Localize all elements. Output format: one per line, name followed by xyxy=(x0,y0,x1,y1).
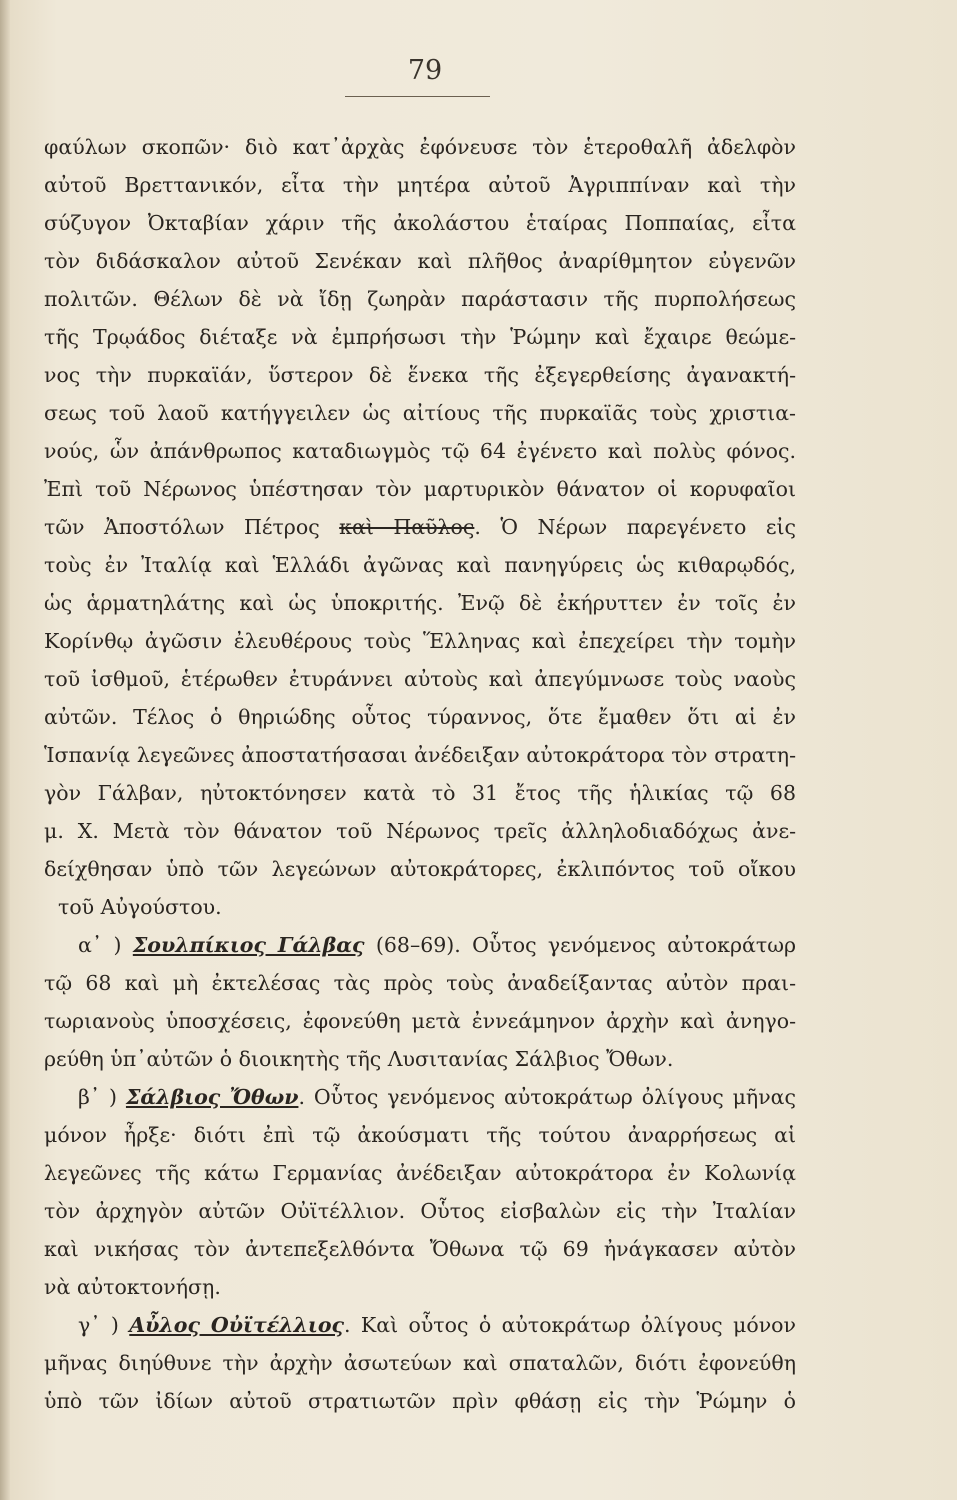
text-line: σεως τοῦ λαοῦ κατήγγειλεν ὡς αἰτίους τῆς πυρκαϊᾶς τοὺς χριστια- xyxy=(44,401,796,425)
section-heading-name: Σάλβιος Ὄθων xyxy=(125,1085,299,1109)
text-line: ὑπὸ τῶν ἰδίων αὐτοῦ στρατιωτῶν πρὶν φθάσῃ εἰς τὴν Ῥώμην ὁ xyxy=(44,1389,796,1413)
text-line-lead: β᾽ ) xyxy=(78,1085,126,1109)
text-line: ρεύθη ὑπ᾽αὐτῶν ὁ διοικητὴς τῆς Λυσιτανίας Σάλβιος Ὄθων. xyxy=(44,1047,674,1071)
text-line: μ. Χ. Μετὰ τὸν θάνατον τοῦ Νέρωνος τρεῖς ἀλληλοδιαδόχως ἀνε- xyxy=(44,819,796,843)
text-line: Ἐπὶ τοῦ Νέρωνος ὑπέστησαν τὸν μαρτυρικὸν θάνατον οἱ κορυφαῖοι xyxy=(44,477,796,501)
text-line-lead: α᾽ ) xyxy=(78,933,133,957)
text-line: τοὺς ἐν Ἰταλίᾳ καὶ Ἑλλάδι ἀγῶνας καὶ πανηγύρεις ὡς κιθαρῳδός, xyxy=(44,553,796,577)
text-line: αὐτῶν. Τέλος ὁ θηριώδης οὗτος τύραννος, ὅτε ἔμαθεν ὅτι αἱ ἐν xyxy=(44,705,796,729)
text-line: σύζυγον Ὀκταβίαν χάριν τῆς ἀκολάστου ἑταίρας Ποππαίας, εἶτα xyxy=(44,211,796,235)
body-text xyxy=(44,128,796,1420)
section-heading-name: Σουλπίκιος Γάλβας xyxy=(132,933,365,957)
text-line-tail: (68–69). Οὗτος γενόμενος αὐτοκράτωρ xyxy=(364,933,796,957)
text-line-lead: τῶν Ἀποστόλων Πέτρος xyxy=(44,515,340,539)
text-line: ὡς ἁρματηλάτης καὶ ὡς ὑποκριτής. Ἐνῷ δὲ ἐκήρυττεν ἐν τοῖς ἐν xyxy=(44,591,796,615)
text-line: φαύλων σκοπῶν· διὸ κατ᾽ἀρχὰς ἐφόνευσε τὸν ἑτεροθαλῆ ἀδελφὸν xyxy=(44,135,796,159)
text-line xyxy=(44,1306,796,1344)
text-line: νούς, ὧν ἀπάνθρωπος καταδιωγμὸς τῷ 64 ἐγένετο καὶ πολὺς φόνος. xyxy=(44,439,796,463)
text-line xyxy=(44,508,796,546)
text-line: Κορίνθῳ ἀγῶσιν ἐλευθέρους τοὺς Ἕλληνας καὶ ἐπεχείρει τὴν τομὴν xyxy=(44,629,796,653)
text-line: τὸν διδάσκαλον αὐτοῦ Σενέκαν καὶ πλῆθος ἀναρίθμητον εὐγενῶν xyxy=(44,249,796,273)
text-line: πολιτῶν. Θέλων δὲ νὰ ἴδῃ ζωηρὰν παράστασιν τῆς πυρπολήσεως xyxy=(44,287,796,311)
text-line: δείχθησαν ὑπὸ τῶν λεγεώνων αὐτοκράτορες, ἐκλιπόντος τοῦ οἴκου xyxy=(44,857,796,881)
text-line-tail: . Οὗτος γενόμενος αὐτοκράτωρ ὀλίγους μῆνας xyxy=(298,1085,796,1109)
text-line: τοῦ Αὐγούστου. xyxy=(58,895,222,919)
text-line-tail: . Ὁ Νέρων παρεγένετο εἰς xyxy=(474,515,796,539)
text-line: τῆς Τρῳάδος διέταξε νὰ ἐμπρήσωσι τὴν Ῥώμην καὶ ἔχαιρε θεώμε- xyxy=(44,325,796,349)
section-heading-name: Αὖλος Οὐϊτέλλιος xyxy=(129,1313,345,1337)
page-number: 79 xyxy=(407,55,443,86)
text-line: τοῦ ἰσθμοῦ, ἑτέρωθεν ἐτυράννει αὐτοὺς καὶ ἀπεγύμνωσε τοὺς ναοὺς xyxy=(44,667,796,691)
page-number-rule xyxy=(345,96,490,97)
text-line: καὶ νικήσας τὸν ἀντεπεξελθόντα Ὄθωνα τῷ 69 ἠνάγκασεν αὐτὸν xyxy=(44,1237,796,1261)
page-spine-shadow xyxy=(0,0,10,1500)
text-line: τῷ 68 καὶ μὴ ἐκτελέσας τὰς πρὸς τοὺς ἀναδείξαντας αὐτὸν πραι- xyxy=(44,971,796,995)
text-line: Ἱσπανίᾳ λεγεῶνες ἀποστατήσασαι ἀνέδειξαν αὐτοκράτορα τὸν στρατη- xyxy=(44,743,796,767)
text-line xyxy=(44,1078,796,1116)
text-line: τὸν ἀρχηγὸν αὐτῶν Οὐϊτέλλιον. Οὗτος εἰσβαλὼν εἰς τὴν Ἰταλίαν xyxy=(44,1199,796,1223)
text-line: μῆνας διηύθυνε τὴν ἀρχὴν ἀσωτεύων καὶ σπαταλῶν, διότι ἐφονεύθη xyxy=(44,1351,796,1375)
text-line: νὰ αὐτοκτονήσῃ. xyxy=(44,1275,221,1299)
text-line xyxy=(44,926,796,964)
text-line: μόνον ἦρξε· διότι ἐπὶ τῷ ἀκούσματι τῆς τούτου ἀναρρήσεως αἱ xyxy=(44,1123,796,1147)
text-line: αὐτοῦ Βρεττανικόν, εἶτα τὴν μητέρα αὐτοῦ Ἀγριππίναν καὶ τὴν xyxy=(44,173,796,197)
text-line: τωριανοὺς ὑποσχέσεις, ἐφονεύθη μετὰ ἐννεάμηνον ἀρχὴν καὶ ἀνηγο- xyxy=(44,1009,796,1033)
text-line: λεγεῶνες τῆς κάτω Γερμανίας ἀνέδειξαν αὐτοκράτορα ἐν Κολωνίᾳ xyxy=(44,1161,796,1185)
text-line-lead: γ᾽ ) xyxy=(78,1313,130,1337)
text-line: γὸν Γάλβαν, ηὐτοκτόνησεν κατὰ τὸ 31 ἔτος τῆς ἡλικίας τῷ 68 xyxy=(44,781,796,805)
text-line-tail: . Καὶ οὗτος ὁ αὐτοκράτωρ ὀλίγους μόνον xyxy=(344,1313,796,1337)
struck-through-text: καὶ Παῦλος xyxy=(339,515,475,539)
text-line: νος τὴν πυρκαϊάν, ὕστερον δὲ ἕνεκα τῆς ἐξεγερθείσης ἀγανακτή- xyxy=(44,363,796,387)
